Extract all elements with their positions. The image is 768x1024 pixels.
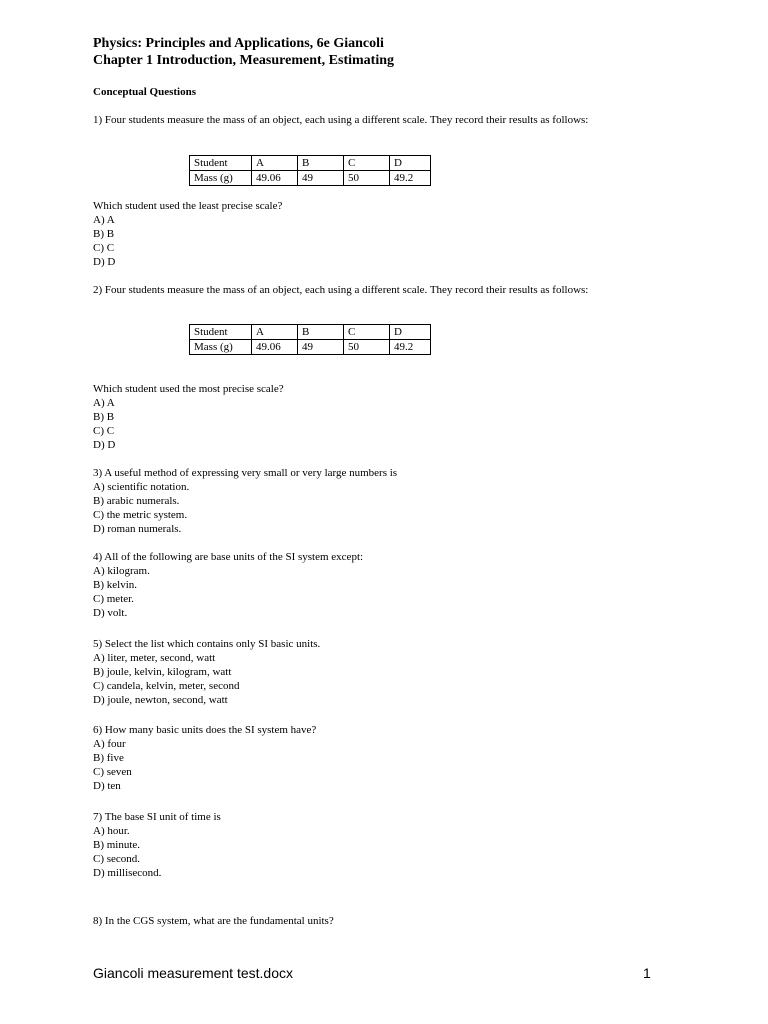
table-cell: A <box>252 156 298 171</box>
footer-filename: Giancoli measurement test.docx <box>93 965 293 981</box>
table-cell: B <box>298 156 344 171</box>
table-cell: C <box>344 156 390 171</box>
question-stem: 3) A useful method of expressing very small or very large numbers is <box>93 467 398 479</box>
option: C) meter. <box>93 593 134 605</box>
option: A) A <box>93 397 115 409</box>
option: A) hour. <box>93 825 130 837</box>
option: B) B <box>93 228 115 240</box>
question-subprompt: Which student used the most precise scale? <box>93 383 284 395</box>
question-stem: 4) All of the following are base units of the SI system except: <box>93 551 364 563</box>
table-cell: 49.06 <box>252 171 298 186</box>
option: C) second. <box>93 853 141 865</box>
option: D) ten <box>93 780 121 792</box>
chapter-title: Chapter 1 Introduction, Measurement, Estimating <box>93 53 394 68</box>
mass-table-2 <box>189 324 431 355</box>
question-1-sub <box>93 199 663 269</box>
question-8 <box>93 914 663 928</box>
section-title: Conceptual Questions <box>93 86 196 98</box>
option: A) kilogram. <box>93 565 150 577</box>
option: A) liter, meter, second, watt <box>93 652 216 664</box>
table-cell: 49.06 <box>252 340 298 355</box>
table-cell: Student <box>190 325 252 340</box>
option: C) the metric system. <box>93 509 188 521</box>
question-2 <box>93 283 663 297</box>
option: B) five <box>93 752 124 764</box>
table-cell: 49 <box>298 340 344 355</box>
table-header-row <box>190 325 431 340</box>
question-6 <box>93 723 663 793</box>
option: D) millisecond. <box>93 867 162 879</box>
table-cell: 49 <box>298 171 344 186</box>
option: A) A <box>93 214 115 226</box>
table-cell: A <box>252 325 298 340</box>
option: A) scientific notation. <box>93 481 190 493</box>
footer-page-number: 1 <box>643 965 651 981</box>
table-cell: B <box>298 325 344 340</box>
option: B) joule, kelvin, kilogram, watt <box>93 666 232 678</box>
table-cell: 50 <box>344 340 390 355</box>
question-5 <box>93 637 663 707</box>
option: D) D <box>93 256 116 268</box>
question-stem: 2) Four students measure the mass of an object, each using a different scale. They record their results as follows: <box>93 284 589 296</box>
table-cell: Mass (g) <box>190 340 252 355</box>
question-3 <box>93 466 663 536</box>
book-title: Physics: Principles and Applications, 6e Giancoli <box>93 36 384 51</box>
question-4 <box>93 550 663 620</box>
table-cell: D <box>390 156 431 171</box>
mass-table-1 <box>189 155 431 186</box>
question-stem: 5) Select the list which contains only SI basic units. <box>93 638 321 650</box>
table-cell: Student <box>190 156 252 171</box>
table-cell: C <box>344 325 390 340</box>
option: C) C <box>93 425 115 437</box>
table-cell: 50 <box>344 171 390 186</box>
option: A) four <box>93 738 126 750</box>
option: C) candela, kelvin, meter, second <box>93 680 240 692</box>
option: C) seven <box>93 766 132 778</box>
option: C) C <box>93 242 115 254</box>
question-2-sub <box>93 382 663 452</box>
option: B) kelvin. <box>93 579 137 591</box>
option: D) joule, newton, second, watt <box>93 694 228 706</box>
option: D) D <box>93 439 116 451</box>
option: B) arabic numerals. <box>93 495 180 507</box>
table-row <box>190 171 431 186</box>
question-stem: 1) Four students measure the mass of an object, each using a different scale. They record their results as follows: <box>93 114 589 126</box>
question-subprompt: Which student used the least precise scale? <box>93 200 283 212</box>
table-cell: 49.2 <box>390 340 431 355</box>
option: B) minute. <box>93 839 141 851</box>
question-7 <box>93 810 663 880</box>
question-stem: 7) The base SI unit of time is <box>93 811 221 823</box>
table-header-row <box>190 156 431 171</box>
table-cell: Mass (g) <box>190 171 252 186</box>
question-1 <box>93 113 663 127</box>
question-stem: 6) How many basic units does the SI system have? <box>93 724 317 736</box>
table-cell: 49.2 <box>390 171 431 186</box>
table-row <box>190 340 431 355</box>
option: D) roman numerals. <box>93 523 182 535</box>
question-stem: 8) In the CGS system, what are the fundamental units? <box>93 915 334 927</box>
option: B) B <box>93 411 115 423</box>
table-cell: D <box>390 325 431 340</box>
option: D) volt. <box>93 607 128 619</box>
